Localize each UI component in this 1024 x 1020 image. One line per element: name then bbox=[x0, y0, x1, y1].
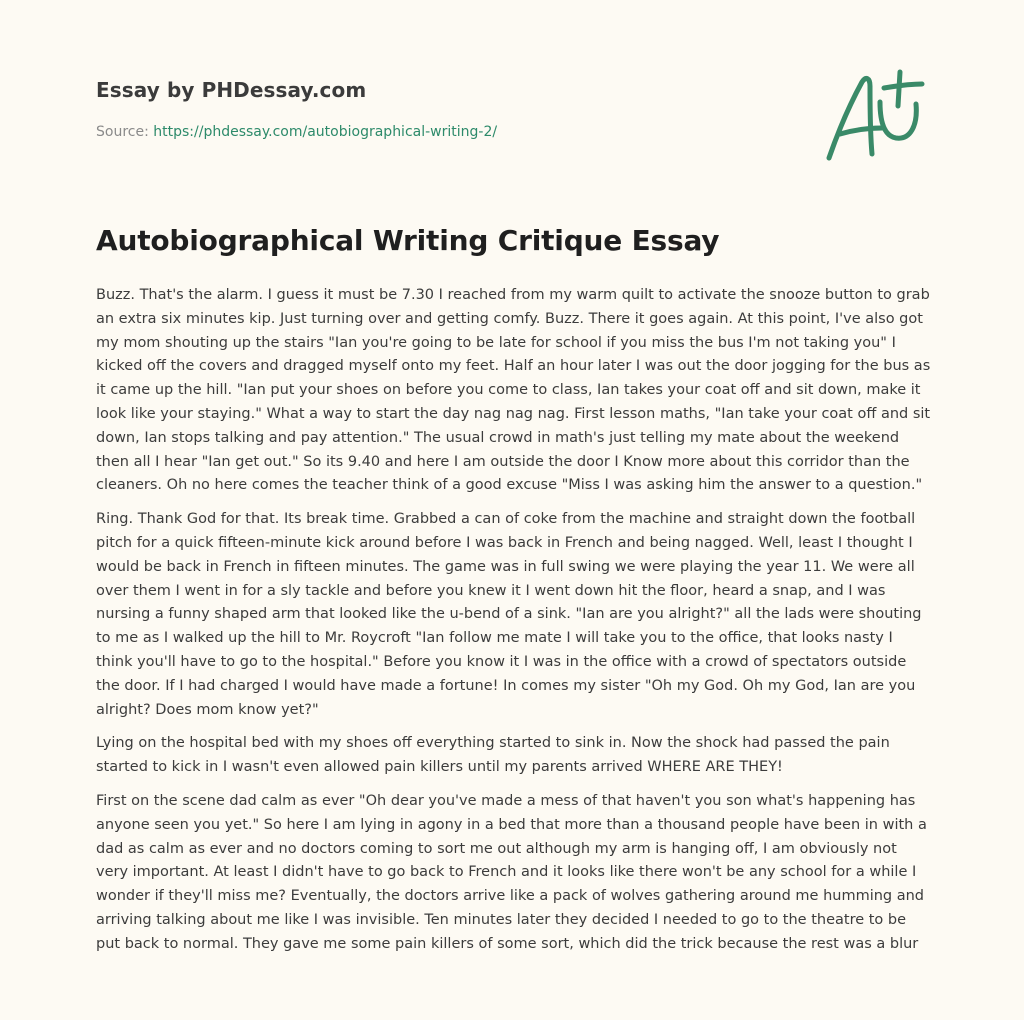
source-line bbox=[96, 124, 497, 140]
essay-paragraph: Ring. Thank God for that. Its break time. Grabbed a can of coke from the machine and straight down the football pitch for a quick fifteen-minute kick around before I was back in French and being nagged. Well, least I thought I would be back in French in fifteen minutes. The game was in full swing we were playing the year 11. We were all over them I went in for a sly tackle and before you knew it I went down hit the floor, heard a snap, and I was nursing a funny shaped arm that looked like the u-bend of a sink. "Ian are you alright?" all the lads were shouting to me as I walked up the hill to Mr. Roycroft "Ian follow me mate I will take you to the office, that looks nasty I think you'll have to go to the hospital." Before you know it I was in the office with a crowd of spectators outside the door. If I had charged I would have made a fortune! In comes my sister "Oh my God. Oh my God, Ian are you alright? Does mom know yet?" bbox=[96, 511, 922, 718]
essay-body bbox=[96, 284, 932, 967]
essay-paragraph: First on the scene dad calm as ever "Oh dear you've made a mess of that haven't you son what's happening has anyone seen you yet." So here I am lying in agony in a bed that more than a thousand people have been in with a dad as calm as ever and no doctors coming to sort me out although my arm is hanging off, I am obviously not very important. At least I didn't have to go back to French and it looks like there won't be any school for a while I wonder if they'll miss me? Eventually, the doctors arrive like a pack of wolves gathering around me humming and arriving talking about me like I was invisible. Ten minutes later they decided I needed to go to the theatre to be put back to normal. They gave me some pain killers of some sort, which did the trick because the rest was a blur bbox=[96, 792, 927, 952]
essay-paragraph: Buzz. That's the alarm. I guess it must be 7.30 I reached from my warm quilt to activate the snooze button to grab an extra six minutes kip. Just turning over and getting comfy. Buzz. There it goes again. At this point, I've also got my mom shouting up the stairs "Ian you're going to be late for school if you miss the bus I'm not taking you" I kicked off the covers and dragged myself onto my feet. Half an hour later I was out the door jogging for the bus as it came up the hill. "Ian put your shoes on before you come to class, Ian takes your coat off and sit down, make it look like your staying." What a way to start the day nag nag nag. First lesson maths, "Ian take your coat off and sit down, Ian stops talking and pay attention." The usual crowd in math's just telling my mate about the weekend then all I hear "Ian get out." So its 9.40 and here I am outside the door I Know more about this corridor than the cleaners. Oh no here comes the teacher think of a good excuse "Miss I was asking him the answer to a question." bbox=[96, 287, 931, 494]
a-plus-logo-icon bbox=[818, 68, 930, 166]
brand-title: Essay by PHDessay.com bbox=[96, 78, 367, 102]
source-label: Source: bbox=[96, 124, 154, 140]
source-link[interactable]: https://phdessay.com/autobiographical-writing-2/ bbox=[153, 124, 498, 140]
essay-paragraph: Lying on the hospital bed with my shoes off everything started to sink in. Now the shock had passed the pain started to kick in I wasn't even allowed pain killers until my parents arrived WHERE ARE THEY! bbox=[96, 735, 890, 776]
essay-title: Autobiographical Writing Critique Essay bbox=[96, 224, 720, 257]
